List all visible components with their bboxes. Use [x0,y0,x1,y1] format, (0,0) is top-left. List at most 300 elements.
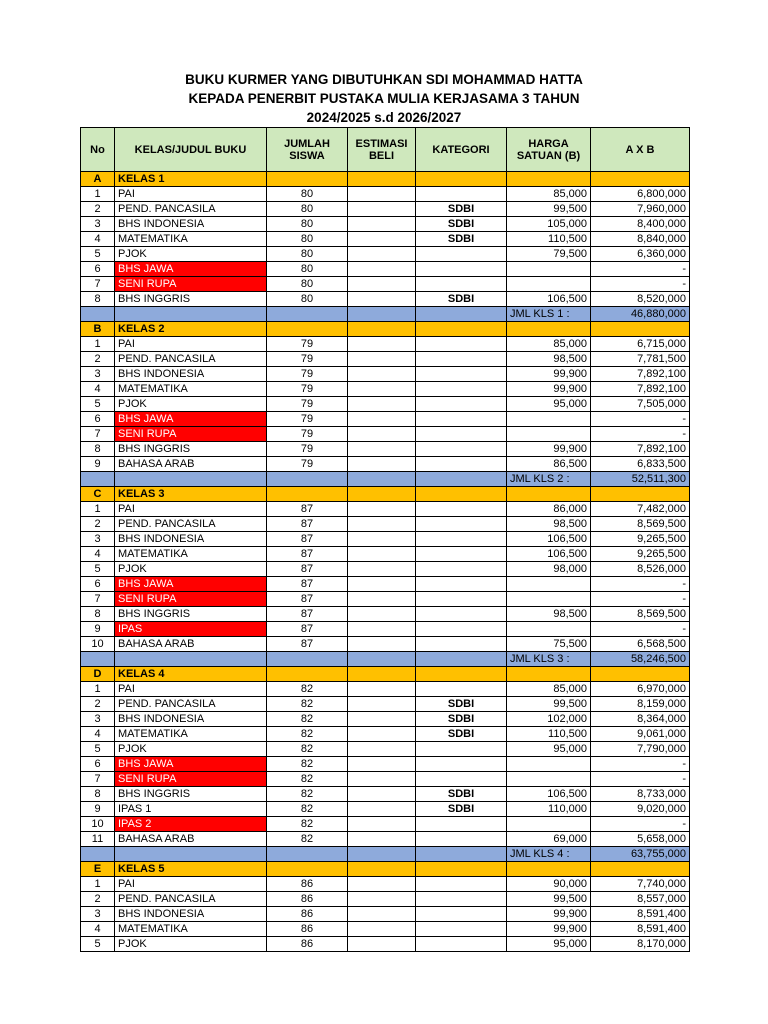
empty-cell[interactable] [81,652,115,667]
total-cell[interactable]: 8,557,000 [591,892,690,907]
header-kategori[interactable]: KATEGORI [416,128,507,172]
no-cell[interactable]: 3 [81,217,115,232]
total-cell[interactable]: - [591,427,690,442]
section-code-cell[interactable]: D [81,667,115,682]
student-count-cell[interactable]: 79 [267,412,348,427]
empty-cell[interactable] [416,322,507,337]
empty-cell[interactable] [507,322,591,337]
unit-price-cell[interactable]: 106,500 [507,532,591,547]
subtotal-value-cell[interactable]: 46,880,000 [591,307,690,322]
unit-price-cell[interactable]: 95,000 [507,397,591,412]
book-title-cell[interactable]: BHS INDONESIA [115,217,267,232]
kategori-cell[interactable] [416,517,507,532]
estimasi-cell[interactable] [348,577,416,592]
no-cell[interactable]: 5 [81,937,115,952]
unit-price-cell[interactable]: 99,500 [507,697,591,712]
empty-cell[interactable] [115,307,267,322]
student-count-cell[interactable]: 80 [267,217,348,232]
unit-price-cell[interactable]: 99,900 [507,922,591,937]
no-cell[interactable]: 10 [81,637,115,652]
subtotal-label-cell[interactable]: JML KLS 4 : [507,847,591,862]
kategori-cell[interactable] [416,367,507,382]
unit-price-cell[interactable]: 85,000 [507,337,591,352]
empty-cell[interactable] [348,487,416,502]
unit-price-cell[interactable]: 99,500 [507,892,591,907]
no-cell[interactable]: 3 [81,907,115,922]
book-title-cell[interactable]: PEND. PANCASILA [115,892,267,907]
total-cell[interactable]: 8,400,000 [591,217,690,232]
book-title-cell[interactable]: PEND. PANCASILA [115,697,267,712]
student-count-cell[interactable]: 79 [267,352,348,367]
no-cell[interactable]: 6 [81,262,115,277]
empty-cell[interactable] [416,472,507,487]
estimasi-cell[interactable] [348,772,416,787]
student-count-cell[interactable]: 79 [267,442,348,457]
total-cell[interactable]: 7,740,000 [591,877,690,892]
total-cell[interactable]: - [591,757,690,772]
book-title-cell[interactable]: PAI [115,187,267,202]
book-title-cell[interactable]: SENI RUPA [115,277,267,292]
estimasi-cell[interactable] [348,607,416,622]
section-name-cell[interactable]: KELAS 5 [115,862,267,877]
student-count-cell[interactable]: 80 [267,277,348,292]
kategori-cell[interactable] [416,412,507,427]
unit-price-cell[interactable] [507,412,591,427]
book-title-cell[interactable]: BHS JAWA [115,262,267,277]
unit-price-cell[interactable]: 86,500 [507,457,591,472]
estimasi-cell[interactable] [348,427,416,442]
estimasi-cell[interactable] [348,682,416,697]
empty-cell[interactable] [267,307,348,322]
total-cell[interactable]: - [591,592,690,607]
book-title-cell[interactable]: BHS JAWA [115,577,267,592]
book-title-cell[interactable]: PAI [115,502,267,517]
empty-cell[interactable] [416,667,507,682]
no-cell[interactable]: 3 [81,712,115,727]
student-count-cell[interactable]: 82 [267,757,348,772]
empty-cell[interactable] [267,472,348,487]
unit-price-cell[interactable] [507,592,591,607]
total-cell[interactable]: 8,364,000 [591,712,690,727]
student-count-cell[interactable]: 80 [267,292,348,307]
total-cell[interactable]: - [591,577,690,592]
estimasi-cell[interactable] [348,547,416,562]
book-title-cell[interactable]: BAHASA ARAB [115,832,267,847]
student-count-cell[interactable]: 82 [267,787,348,802]
total-cell[interactable]: - [591,277,690,292]
empty-cell[interactable] [267,667,348,682]
no-cell[interactable]: 1 [81,187,115,202]
unit-price-cell[interactable] [507,427,591,442]
empty-cell[interactable] [507,487,591,502]
empty-cell[interactable] [348,322,416,337]
total-cell[interactable]: 7,960,000 [591,202,690,217]
no-cell[interactable]: 1 [81,337,115,352]
total-cell[interactable]: 8,733,000 [591,787,690,802]
total-cell[interactable]: 9,265,500 [591,532,690,547]
no-cell[interactable]: 4 [81,547,115,562]
no-cell[interactable]: 1 [81,877,115,892]
student-count-cell[interactable]: 87 [267,502,348,517]
total-cell[interactable]: - [591,622,690,637]
kategori-cell[interactable] [416,892,507,907]
no-cell[interactable]: 1 [81,502,115,517]
student-count-cell[interactable]: 82 [267,772,348,787]
kategori-cell[interactable] [416,742,507,757]
book-title-cell[interactable]: MATEMATIKA [115,382,267,397]
total-cell[interactable]: 7,482,000 [591,502,690,517]
empty-cell[interactable] [81,472,115,487]
student-count-cell[interactable]: 87 [267,577,348,592]
kategori-cell[interactable] [416,397,507,412]
kategori-cell[interactable] [416,532,507,547]
header-harga-satuan[interactable]: HARGA SATUAN (B) [507,128,591,172]
no-cell[interactable]: 2 [81,697,115,712]
unit-price-cell[interactable]: 85,000 [507,187,591,202]
student-count-cell[interactable]: 82 [267,712,348,727]
student-count-cell[interactable]: 86 [267,922,348,937]
header-axb[interactable]: A X B [591,128,690,172]
unit-price-cell[interactable]: 99,500 [507,202,591,217]
book-title-cell[interactable]: PEND. PANCASILA [115,517,267,532]
unit-price-cell[interactable]: 99,900 [507,442,591,457]
no-cell[interactable]: 2 [81,892,115,907]
student-count-cell[interactable]: 79 [267,382,348,397]
total-cell[interactable]: 8,569,500 [591,607,690,622]
estimasi-cell[interactable] [348,367,416,382]
book-title-cell[interactable]: BHS INGGRIS [115,292,267,307]
unit-price-cell[interactable]: 106,500 [507,787,591,802]
estimasi-cell[interactable] [348,532,416,547]
kategori-cell[interactable] [416,187,507,202]
total-cell[interactable]: 8,159,000 [591,697,690,712]
student-count-cell[interactable]: 86 [267,892,348,907]
book-title-cell[interactable]: BHS INGGRIS [115,607,267,622]
total-cell[interactable]: 9,061,000 [591,727,690,742]
kategori-cell[interactable] [416,622,507,637]
total-cell[interactable]: - [591,817,690,832]
empty-cell[interactable] [416,487,507,502]
empty-cell[interactable] [507,667,591,682]
empty-cell[interactable] [115,847,267,862]
subtotal-value-cell[interactable]: 58,246,500 [591,652,690,667]
student-count-cell[interactable]: 82 [267,817,348,832]
book-title-cell[interactable]: SENI RUPA [115,772,267,787]
empty-cell[interactable] [591,862,690,877]
empty-cell[interactable] [267,322,348,337]
empty-cell[interactable] [348,652,416,667]
no-cell[interactable]: 9 [81,457,115,472]
estimasi-cell[interactable] [348,922,416,937]
estimasi-cell[interactable] [348,892,416,907]
student-count-cell[interactable]: 86 [267,877,348,892]
no-cell[interactable]: 5 [81,397,115,412]
kategori-cell[interactable] [416,427,507,442]
empty-cell[interactable] [115,472,267,487]
no-cell[interactable]: 5 [81,247,115,262]
student-count-cell[interactable]: 79 [267,397,348,412]
header-no[interactable]: No [81,128,115,172]
unit-price-cell[interactable]: 95,000 [507,742,591,757]
total-cell[interactable]: 8,170,000 [591,937,690,952]
book-title-cell[interactable]: MATEMATIKA [115,922,267,937]
total-cell[interactable]: - [591,412,690,427]
no-cell[interactable]: 1 [81,682,115,697]
unit-price-cell[interactable]: 99,900 [507,907,591,922]
header-jumlah-siswa[interactable]: JUMLAH SISWA [267,128,348,172]
kategori-cell[interactable]: SDBI [416,802,507,817]
unit-price-cell[interactable]: 95,000 [507,937,591,952]
total-cell[interactable]: 5,658,000 [591,832,690,847]
estimasi-cell[interactable] [348,382,416,397]
student-count-cell[interactable]: 82 [267,727,348,742]
kategori-cell[interactable]: SDBI [416,292,507,307]
student-count-cell[interactable]: 87 [267,592,348,607]
student-count-cell[interactable]: 86 [267,937,348,952]
estimasi-cell[interactable] [348,592,416,607]
unit-price-cell[interactable]: 106,500 [507,292,591,307]
empty-cell[interactable] [348,172,416,187]
estimasi-cell[interactable] [348,277,416,292]
book-title-cell[interactable]: BHS JAWA [115,757,267,772]
subtotal-label-cell[interactable]: JML KLS 1 : [507,307,591,322]
empty-cell[interactable] [416,652,507,667]
book-title-cell[interactable]: MATEMATIKA [115,547,267,562]
header-kelas[interactable]: KELAS/JUDUL BUKU [115,128,267,172]
empty-cell[interactable] [348,847,416,862]
unit-price-cell[interactable] [507,757,591,772]
section-name-cell[interactable]: KELAS 4 [115,667,267,682]
kategori-cell[interactable] [416,442,507,457]
kategori-cell[interactable] [416,502,507,517]
estimasi-cell[interactable] [348,202,416,217]
section-name-cell[interactable]: KELAS 2 [115,322,267,337]
student-count-cell[interactable]: 80 [267,262,348,277]
book-title-cell[interactable]: SENI RUPA [115,427,267,442]
no-cell[interactable]: 8 [81,787,115,802]
student-count-cell[interactable]: 82 [267,697,348,712]
book-title-cell[interactable]: PEND. PANCASILA [115,202,267,217]
empty-cell[interactable] [591,172,690,187]
estimasi-cell[interactable] [348,352,416,367]
unit-price-cell[interactable] [507,262,591,277]
no-cell[interactable]: 8 [81,292,115,307]
kategori-cell[interactable]: SDBI [416,727,507,742]
no-cell[interactable]: 9 [81,802,115,817]
total-cell[interactable]: 8,520,000 [591,292,690,307]
student-count-cell[interactable]: 82 [267,742,348,757]
unit-price-cell[interactable]: 79,500 [507,247,591,262]
estimasi-cell[interactable] [348,457,416,472]
kategori-cell[interactable] [416,352,507,367]
estimasi-cell[interactable] [348,817,416,832]
estimasi-cell[interactable] [348,292,416,307]
student-count-cell[interactable]: 87 [267,607,348,622]
no-cell[interactable]: 4 [81,382,115,397]
empty-cell[interactable] [348,307,416,322]
section-code-cell[interactable]: A [81,172,115,187]
empty-cell[interactable] [267,847,348,862]
unit-price-cell[interactable]: 110,500 [507,232,591,247]
total-cell[interactable]: 6,970,000 [591,682,690,697]
book-title-cell[interactable]: SENI RUPA [115,592,267,607]
student-count-cell[interactable]: 79 [267,337,348,352]
empty-cell[interactable] [81,307,115,322]
estimasi-cell[interactable] [348,217,416,232]
book-title-cell[interactable]: BHS JAWA [115,412,267,427]
estimasi-cell[interactable] [348,787,416,802]
student-count-cell[interactable]: 87 [267,637,348,652]
student-count-cell[interactable]: 79 [267,457,348,472]
estimasi-cell[interactable] [348,262,416,277]
kategori-cell[interactable] [416,757,507,772]
total-cell[interactable]: 8,591,400 [591,907,690,922]
total-cell[interactable]: 7,781,500 [591,352,690,367]
kategori-cell[interactable]: SDBI [416,697,507,712]
unit-price-cell[interactable] [507,577,591,592]
no-cell[interactable]: 8 [81,607,115,622]
subtotal-label-cell[interactable]: JML KLS 2 : [507,472,591,487]
empty-cell[interactable] [416,307,507,322]
estimasi-cell[interactable] [348,907,416,922]
no-cell[interactable]: 7 [81,427,115,442]
no-cell[interactable]: 4 [81,727,115,742]
estimasi-cell[interactable] [348,622,416,637]
unit-price-cell[interactable]: 90,000 [507,877,591,892]
estimasi-cell[interactable] [348,397,416,412]
book-title-cell[interactable]: BAHASA ARAB [115,637,267,652]
empty-cell[interactable] [81,847,115,862]
book-title-cell[interactable]: PAI [115,877,267,892]
student-count-cell[interactable]: 82 [267,682,348,697]
empty-cell[interactable] [416,172,507,187]
book-title-cell[interactable]: BAHASA ARAB [115,457,267,472]
book-title-cell[interactable]: PJOK [115,742,267,757]
kategori-cell[interactable] [416,247,507,262]
total-cell[interactable]: 7,892,100 [591,442,690,457]
no-cell[interactable]: 11 [81,832,115,847]
book-title-cell[interactable]: PAI [115,682,267,697]
empty-cell[interactable] [591,667,690,682]
empty-cell[interactable] [507,172,591,187]
book-title-cell[interactable]: BHS INGGRIS [115,442,267,457]
kategori-cell[interactable] [416,547,507,562]
kategori-cell[interactable]: SDBI [416,712,507,727]
book-title-cell[interactable]: PJOK [115,937,267,952]
estimasi-cell[interactable] [348,412,416,427]
unit-price-cell[interactable]: 110,000 [507,802,591,817]
kategori-cell[interactable]: SDBI [416,202,507,217]
section-code-cell[interactable]: E [81,862,115,877]
empty-cell[interactable] [267,652,348,667]
total-cell[interactable]: 7,892,100 [591,367,690,382]
section-code-cell[interactable]: B [81,322,115,337]
empty-cell[interactable] [591,487,690,502]
unit-price-cell[interactable] [507,817,591,832]
unit-price-cell[interactable]: 99,900 [507,382,591,397]
empty-cell[interactable] [267,862,348,877]
book-title-cell[interactable]: PAI [115,337,267,352]
book-title-cell[interactable]: PJOK [115,247,267,262]
estimasi-cell[interactable] [348,832,416,847]
kategori-cell[interactable] [416,592,507,607]
kategori-cell[interactable] [416,262,507,277]
no-cell[interactable]: 7 [81,592,115,607]
estimasi-cell[interactable] [348,727,416,742]
no-cell[interactable]: 2 [81,202,115,217]
unit-price-cell[interactable]: 98,500 [507,607,591,622]
estimasi-cell[interactable] [348,562,416,577]
empty-cell[interactable] [416,862,507,877]
kategori-cell[interactable] [416,937,507,952]
kategori-cell[interactable] [416,607,507,622]
kategori-cell[interactable] [416,922,507,937]
unit-price-cell[interactable]: 75,500 [507,637,591,652]
section-code-cell[interactable]: C [81,487,115,502]
kategori-cell[interactable] [416,562,507,577]
no-cell[interactable]: 2 [81,352,115,367]
unit-price-cell[interactable]: 98,500 [507,517,591,532]
no-cell[interactable]: 4 [81,232,115,247]
unit-price-cell[interactable]: 98,000 [507,562,591,577]
empty-cell[interactable] [507,862,591,877]
section-name-cell[interactable]: KELAS 3 [115,487,267,502]
unit-price-cell[interactable]: 106,500 [507,547,591,562]
student-count-cell[interactable]: 80 [267,202,348,217]
student-count-cell[interactable]: 87 [267,622,348,637]
total-cell[interactable]: 9,265,500 [591,547,690,562]
kategori-cell[interactable]: SDBI [416,232,507,247]
no-cell[interactable]: 9 [81,622,115,637]
total-cell[interactable]: 6,715,000 [591,337,690,352]
subtotal-value-cell[interactable]: 52,511,300 [591,472,690,487]
student-count-cell[interactable]: 80 [267,187,348,202]
subtotal-label-cell[interactable]: JML KLS 3 : [507,652,591,667]
estimasi-cell[interactable] [348,757,416,772]
kategori-cell[interactable] [416,277,507,292]
empty-cell[interactable] [115,652,267,667]
book-title-cell[interactable]: BHS INDONESIA [115,367,267,382]
no-cell[interactable]: 10 [81,817,115,832]
no-cell[interactable]: 3 [81,367,115,382]
unit-price-cell[interactable]: 85,000 [507,682,591,697]
unit-price-cell[interactable]: 98,500 [507,352,591,367]
student-count-cell[interactable]: 80 [267,232,348,247]
unit-price-cell[interactable]: 102,000 [507,712,591,727]
book-title-cell[interactable]: BHS INDONESIA [115,712,267,727]
total-cell[interactable]: 7,892,100 [591,382,690,397]
book-title-cell[interactable]: PJOK [115,397,267,412]
total-cell[interactable]: - [591,772,690,787]
book-title-cell[interactable]: BHS INDONESIA [115,532,267,547]
no-cell[interactable]: 2 [81,517,115,532]
no-cell[interactable]: 5 [81,562,115,577]
kategori-cell[interactable] [416,817,507,832]
book-title-cell[interactable]: IPAS [115,622,267,637]
student-count-cell[interactable]: 87 [267,547,348,562]
empty-cell[interactable] [348,862,416,877]
total-cell[interactable]: 8,526,000 [591,562,690,577]
book-title-cell[interactable]: PEND. PANCASILA [115,352,267,367]
book-title-cell[interactable]: MATEMATIKA [115,727,267,742]
book-title-cell[interactable]: BHS INGGRIS [115,787,267,802]
total-cell[interactable]: 6,800,000 [591,187,690,202]
student-count-cell[interactable]: 87 [267,517,348,532]
student-count-cell[interactable]: 79 [267,427,348,442]
total-cell[interactable]: - [591,262,690,277]
kategori-cell[interactable] [416,337,507,352]
unit-price-cell[interactable] [507,772,591,787]
